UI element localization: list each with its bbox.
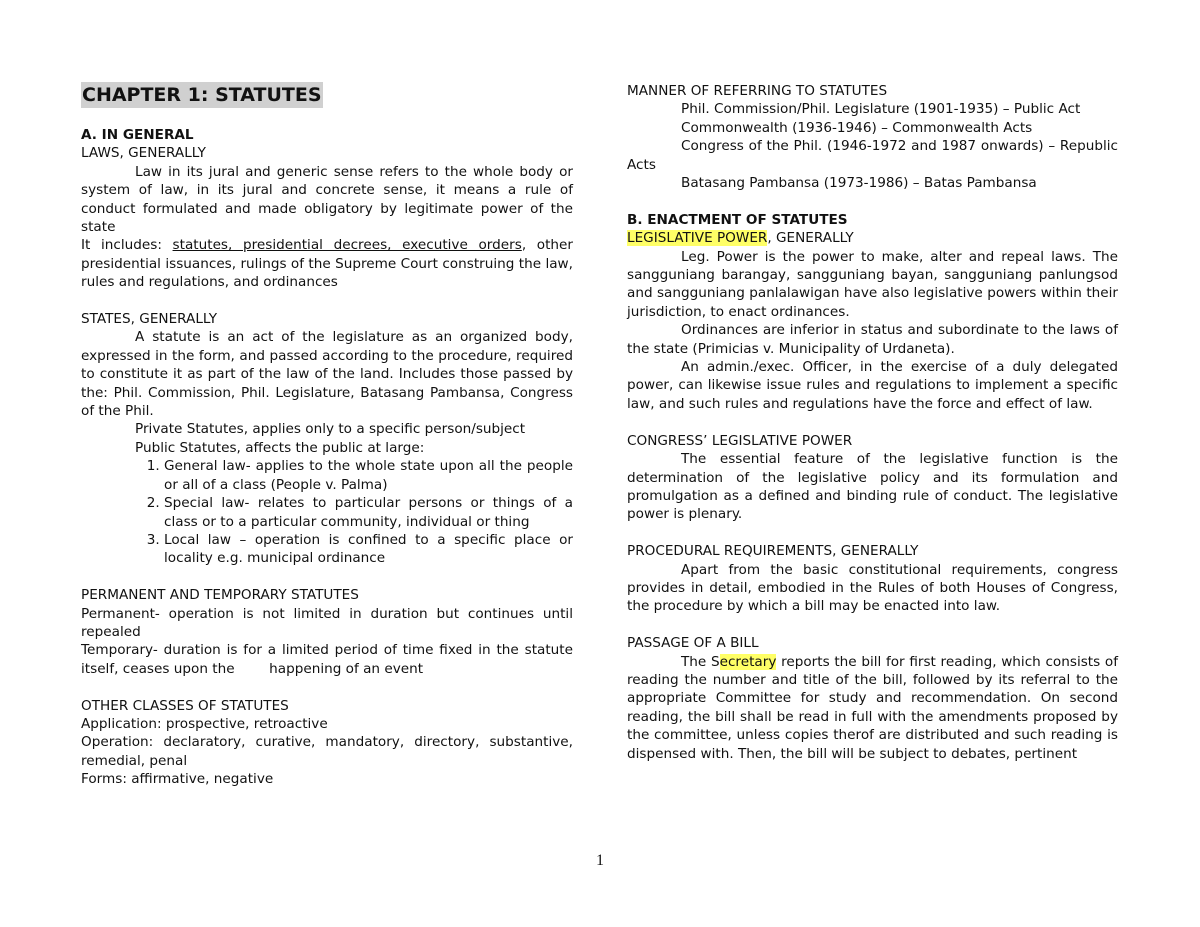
page-number: 1	[596, 852, 604, 869]
legislative-power-paragraph-3: An admin./exec. Officer, in the exercise of a duly delegated power, can likewise issue rules and regulations to implement a specific law, and such rules and regulations have the force and effect of law.	[627, 359, 1118, 412]
legislative-power-paragraph-2: Ordinances are inferior in status and subordinate to the laws of the state (Primicias v. Municipality of Urdaneta).	[627, 322, 1118, 357]
passage-paragraph	[627, 653, 1118, 763]
permanent-paragraph: Permanent- operation is not limited in duration but continues until repealed	[81, 605, 573, 640]
secretary-highlight: ecretary	[719, 653, 777, 670]
manner-item: Batasang Pambansa (1973-1986) – Batas Pambansa	[681, 175, 1037, 192]
congress-paragraph: The essential feature of the legislative function is the determination of the legislative policy and its formulation and promulgation as a defined and binding rule of conduct. The legislative power is plenary.	[627, 451, 1118, 523]
list-item: 1. General law- applies to the whole state upon all the people or all of a class (People v. Palma)	[164, 457, 573, 494]
legislative-power-heading	[627, 229, 1118, 247]
section-b-heading: B. ENACTMENT OF STATUTES	[627, 211, 848, 228]
procedural-heading: PROCEDURAL REQUIREMENTS, GENERALLY	[627, 543, 919, 560]
congress-heading: CONGRESS’ LEGISLATIVE POWER	[627, 432, 853, 449]
left-column	[81, 82, 578, 789]
temporary-paragraph: Temporary- duration is for a limited period of time fixed in the statute itself, ceases upon the happening of an event	[81, 642, 578, 677]
list-item: 3. Local law – operation is confined to a specific place or locality e.g. municipal ordinance	[164, 531, 573, 568]
chapter-title: CHAPTER 1: STATUTES	[82, 84, 322, 106]
manner-item: Congress of the Phil. (1946-1972 and 1987 onwards) – Republic Acts	[627, 138, 1118, 173]
other-classes-heading: OTHER CLASSES OF STATUTES	[81, 697, 289, 714]
private-statutes-paragraph: Private Statutes, applies only to a specific person/subject	[135, 421, 526, 438]
legislative-power-highlight: LEGISLATIVE POWER	[627, 230, 768, 247]
right-column	[627, 82, 1118, 763]
passage-rest: reports the bill for first reading, which consists of reading the number and title of the bill, followed by its referral to the appropriate Committee for study and recommendation. On second reading, the bill shall be read in full with the amendments proposed by the committee, unless copies therof are distributed and such reading is dispensed with. Then, the bill will be subject to debates, pertinent	[627, 653, 1118, 762]
manner-heading: MANNER OF REFERRING TO STATUTES	[627, 83, 888, 99]
section-a-heading: A. IN GENERAL	[81, 127, 194, 143]
laws-paragraph: Law in its jural and generic sense refers to the whole body or system of law, in its jural and concrete sense, it means a rule of conduct formulated and made obligatory by legitimate power of the state	[81, 163, 573, 236]
states-paragraph: A statute is an act of the legislature as an organized body, expressed in the form, and passed according to the procedure, required to constitute it as part of the law of the land. Includes those passed by the: Phil. Commission, Phil. Legislature, Batasang Pambansa, Congress of the Phil.	[81, 329, 573, 420]
includes-underlined: statutes, presidential decrees, executive orders	[172, 237, 522, 254]
includes-lead: It includes:	[81, 237, 173, 254]
operation-line: Operation: declaratory, curative, mandatory, directory, substantive, remedial, penal	[81, 734, 573, 769]
passage-lead: The S	[681, 653, 720, 670]
legislative-power-heading-rest: , GENERALLY	[767, 230, 854, 247]
permanent-temporary-heading: PERMANENT AND TEMPORARY STATUTES	[81, 587, 359, 604]
legislative-power-paragraph-1: Leg. Power is the power to make, alter and repeal laws. The sangguniang barangay, sangguniang bayan, sangguniang panlungsod and sangguniang panlalawigan have also legislative powers within their jurisdiction, to enact ordinances.	[627, 248, 1118, 320]
includes-rest: , other presidential issuances, rulings of the Supreme Court construing the law, rules and regulations, and ordinances	[81, 237, 573, 291]
passage-heading: PASSAGE OF A BILL	[627, 635, 759, 652]
procedural-paragraph: Apart from the basic constitutional requirements, congress provides in detail, embodied in the Rules of both Houses of Congress, the procedure by which a bill may be enacted into law.	[627, 561, 1118, 615]
forms-line: Forms: affirmative, negative	[81, 771, 274, 788]
list-item: 2. Special law- relates to particular persons or things of a class or to a particular community, individual or thing	[164, 494, 573, 531]
states-heading: STATES, GENERALLY	[81, 311, 218, 328]
public-statutes-list	[81, 457, 573, 567]
public-statutes-paragraph: Public Statutes, affects the public at large:	[135, 439, 425, 456]
manner-item: Phil. Commission/Phil. Legislature (1901-1935) – Public Act	[681, 101, 1081, 118]
includes-paragraph	[81, 236, 573, 291]
application-line: Application: prospective, retroactive	[81, 715, 328, 732]
laws-heading: LAWS, GENERALLY	[81, 145, 206, 162]
manner-item: Commonwealth (1936-1946) – Commonwealth Acts	[681, 119, 1033, 136]
